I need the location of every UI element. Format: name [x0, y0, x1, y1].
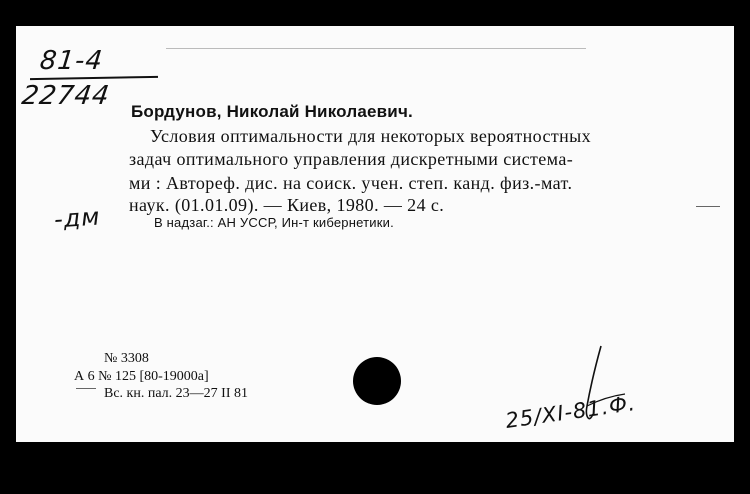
margin-mark-handwritten: -дм [53, 202, 102, 234]
scan-speck [166, 48, 586, 49]
punch-hole [353, 357, 401, 405]
catalog-number: № 3308 [104, 351, 149, 366]
author-heading: Бордунов, Николай Николаевич. [131, 102, 413, 121]
description-line-3: ми : Автореф. дис. на соиск. учен. степ. канд. физ.-мат. [129, 173, 573, 193]
shelf-code-handwritten: 81-4 [38, 46, 105, 76]
description-line-4: наук. (01.01.09). — Киев, 1980. — 24 с. [129, 195, 445, 215]
catalog-card [16, 26, 734, 442]
signature-date-handwritten: 25/XI-81.Ф. [503, 390, 638, 434]
scan-speck [696, 206, 720, 207]
scan-speck [76, 388, 96, 389]
shelf-code-divider-line [30, 76, 158, 80]
description-line-1: Условия оптимальности для некоторых вероятностных [150, 126, 592, 146]
publisher-note: В надзаг.: АН УССР, Ин-т кибернетики. [154, 215, 394, 230]
description-line-2: задач оптимального управления дискретными система- [129, 149, 574, 169]
inventory-number-handwritten: 22744 [19, 81, 112, 111]
catalog-a6-line: А 6 № 125 [80-19000а] [74, 369, 209, 384]
catalog-vs-line: Вс. кн. пал. 23—27 II 81 [104, 386, 248, 401]
